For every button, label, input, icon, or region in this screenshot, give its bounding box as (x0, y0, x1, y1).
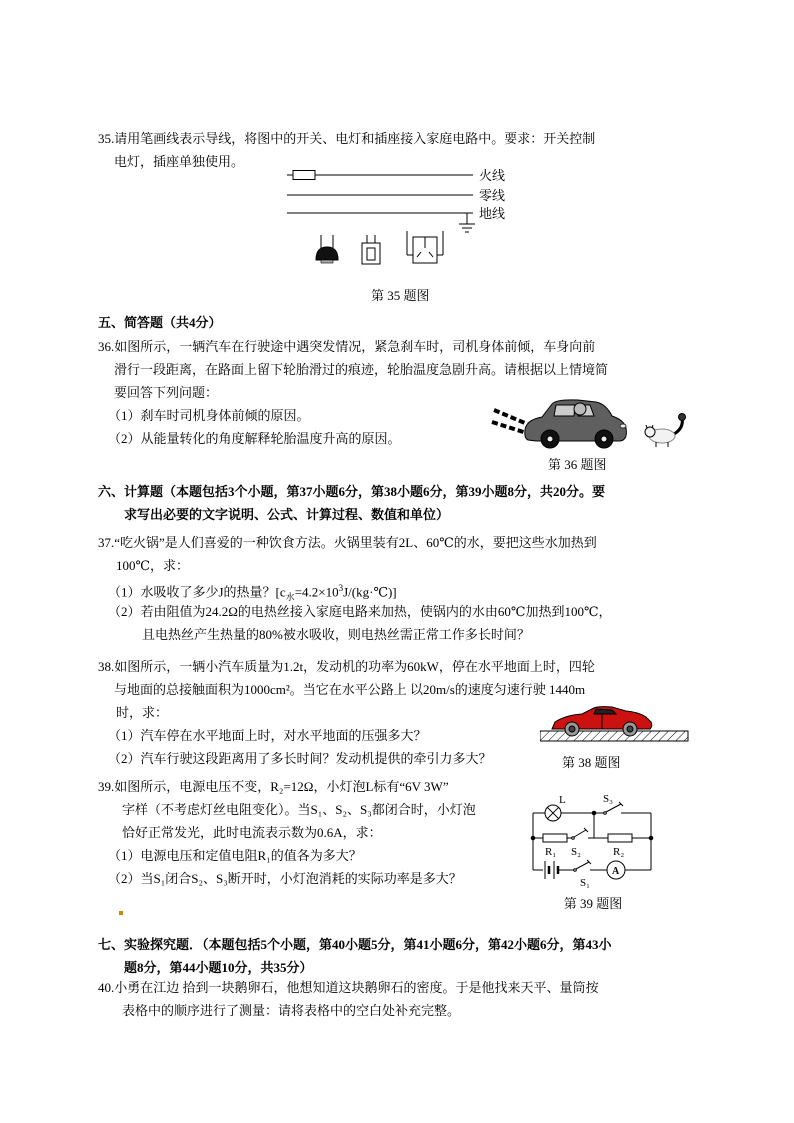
switch-s2-symbol (572, 828, 588, 839)
circuit-diagram (528, 791, 678, 891)
question-39 (98, 775, 476, 890)
text-line: 电灯，插座单独使用。 (114, 154, 245, 169)
text-line: 且电热丝产生热量的80%被水吸收，则电热丝需正常工作多长时间？ (142, 627, 530, 642)
text-line: （2）若由阻值为24.2Ω的电热丝接入家庭电路来加热，使锅内的水由60℃加热到100℃， (108, 604, 612, 619)
text-line: （2）从能量转化的角度解释轮胎温度升高的原因。 (108, 431, 401, 446)
text-line: 字样（不考虑灯丝电阻变化）。当S₁、S₂、S₃都闭合时，小灯泡 (122, 802, 476, 817)
car-on-road-image (540, 698, 690, 744)
stray-mark (119, 911, 123, 915)
bulb-label: L (559, 794, 566, 806)
figure-36-caption: 第 36 题图 (548, 457, 607, 472)
text-line: 恰好正常发光，此时电流表示数为0.6A，求： (122, 825, 382, 840)
text-line: 要回答下列问题： (114, 385, 219, 400)
text-line: 35.请用笔画线表示导线，将图中的开关、电灯和插座接入家庭电路中。要求：开关控制 (98, 131, 596, 146)
heading-line: 题8分，第44小题10分，共35分） (124, 960, 313, 975)
switch-s1-label: S₁ (580, 877, 590, 889)
question-40 (98, 976, 599, 1022)
road-surface (540, 731, 688, 741)
resistor-r1-label: R₁ (545, 846, 557, 858)
text-line: 39.如图所示，电源电压不变，R₂=12Ω，小灯泡L标有“6V 3W” (98, 779, 449, 794)
figure-35-caption: 第 35 题图 (371, 288, 430, 303)
text-line: 时，求： (116, 705, 169, 720)
resistor-r1-symbol (543, 834, 567, 842)
text-line: （2）当S₁闭合S₂、S₃断开时，小灯泡消耗的实际功率是多大？ (108, 871, 462, 886)
heading-line: 六、计算题（本题包括3个小题，第37小题6分，第38小题6分，第39小题8分，共20分。要 (98, 484, 606, 499)
figure-38 (540, 698, 695, 773)
text-line: 滑行一段距离，在路面上留下轮胎滑过的痕迹，轮胎温度急剧升高。请根据以上情境简 (114, 362, 609, 377)
car-icon (525, 400, 627, 448)
live-wire (287, 171, 473, 180)
figure-35 (283, 165, 553, 310)
section-5-heading (98, 311, 222, 334)
heading-line: 七、实验探究题．（本题包括5个小题，第40小题5分，第41小题6分，第42小题6分，第43小 (98, 937, 612, 952)
ammeter-label: A (612, 866, 620, 877)
text-line: （2）汽车行驶这段距离用了多长时间？发动机提供的牵引力多大？ (108, 751, 492, 766)
section-7-heading (98, 933, 612, 979)
text-line: 40.小勇在江边 拾到一块鹅卵石，他想知道这块鹅卵石的密度。于是他找来天平、量筒按 (98, 980, 599, 995)
earth-wire (287, 213, 475, 232)
text-line: 37.“吃火锅”是人们喜爱的一种饮食方法。火锅里装有2L、60℃的水，要把这些水加热到 (98, 535, 597, 550)
figure-39 (528, 791, 693, 921)
neutral-wire-label: 零线 (479, 188, 506, 203)
text-line: 36.如图所示，一辆汽车在行驶途中遇突发情况，紧急刹车时，司机身体前倾，车身向前 (98, 339, 596, 354)
bulb-symbol (545, 805, 561, 821)
switch-symbol (362, 235, 380, 264)
figure-39-caption: 第 39 题图 (563, 896, 623, 911)
figure-36 (490, 392, 700, 480)
earth-wire-label: 地线 (479, 206, 506, 221)
heading-line: 五、简答题（共4分） (98, 315, 222, 330)
text-line: 表格中的顺序进行了测量：请将表格中的空白处补充完整。 (122, 1003, 461, 1018)
section-6-heading (98, 480, 605, 526)
braking-car-image (490, 392, 695, 450)
switch-s3-label: S₃ (603, 793, 613, 805)
cat-icon (645, 414, 686, 448)
text-line: （1）汽车停在水平地面上时，对水平地面的压强多大？ (108, 728, 427, 743)
text-line: 38.如图所示，一辆小汽车质量为1.2t，发动机的功率为60kW，停在水平地面上时，四轮 (98, 659, 595, 674)
switch-s2-label: S₂ (571, 846, 581, 858)
question-38 (98, 655, 595, 770)
wiring-diagram (283, 165, 545, 277)
text-line: （1）水吸收了多少J的热量？$[c_水=4.2\times 10^3J/(kg\cdot℃)]$ (108, 583, 397, 602)
figure-38-caption: 第 38 题图 (562, 755, 621, 770)
text-line: （1）电源电压和定值电阻R₁的值各为多大？ (108, 848, 362, 863)
live-wire-label: 火线 (479, 168, 506, 183)
text-line: （1）刹车时司机身体前倾的原因。 (108, 408, 310, 423)
text-line: 100℃，求： (116, 558, 190, 573)
battery-symbol (545, 861, 558, 879)
lamp-symbol (316, 235, 338, 263)
switch-s1-symbol (574, 860, 591, 871)
socket-symbol (407, 231, 443, 263)
resistor-r2-label: R₂ (613, 846, 625, 858)
question-37 (98, 531, 612, 646)
resistor-r2-symbol (608, 834, 632, 842)
text-line: 与地面的总接触面积为1000cm²。当它在水平公路上 以20m/s的速度匀速行驶 1440m (114, 682, 586, 697)
heading-line: 求写出必要的文字说明、公式、计算过程、数值和单位） (124, 507, 450, 522)
